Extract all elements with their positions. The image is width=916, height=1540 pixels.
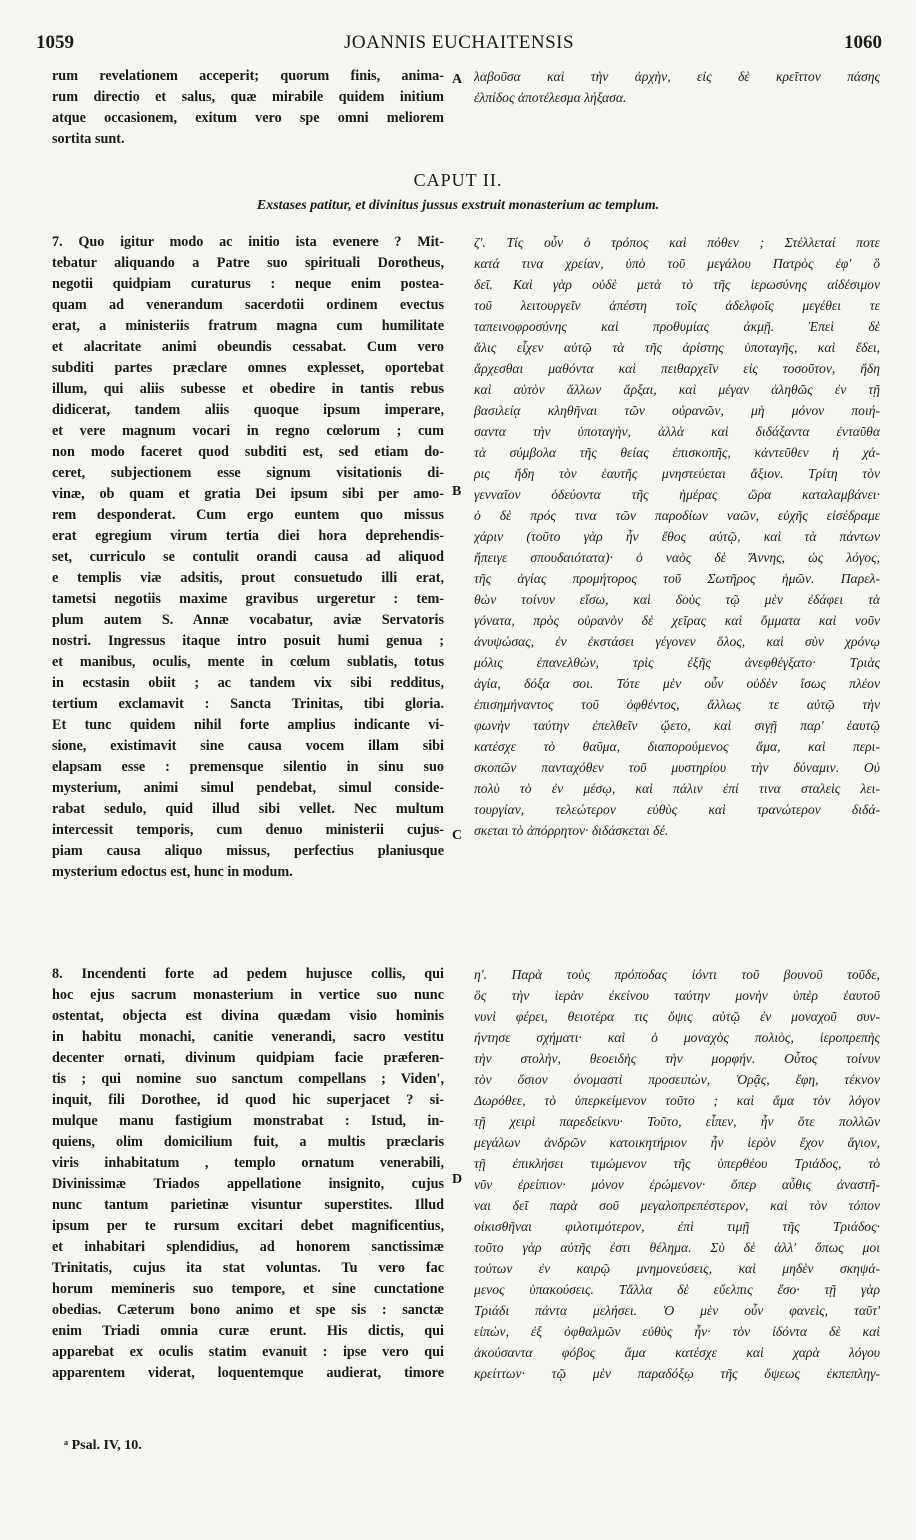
text-line: ὃς τὴν ἱερὰν ἐκείνου ταύτην μονὴν ὑπὲρ ἑαυτοῦ <box>474 988 880 1003</box>
text-line: tertium exclamavit : Sancta Trinitas, tibi gloria. <box>52 696 444 712</box>
text-line: μόλις ἐπανελθὼν, τρὶς ἐξῆς ἀνεφθέγξατο· Τριὰς <box>474 655 880 670</box>
text-line: sortita sunt. <box>52 131 125 147</box>
text-line: erat, a ministeriis fratrum magna cum humilitate <box>52 318 444 334</box>
greek-paragraph-7 <box>474 232 880 841</box>
text-line: mulque manu fastigium monstrabat : Istud, in- <box>52 1113 444 1129</box>
footnote: ᵃ Psal. IV, 10. <box>64 1438 142 1453</box>
text-line: δεῖ. Καὶ γὰρ οὐδὲ μετὰ τὸ τῆς ἱερωσύνης αἰδέσιμον <box>474 277 880 292</box>
text-line: τῇ χειρὶ παρεδείκνυ· Τοῦτο, εἶπεν, ἦν ὅτε πολλῶν <box>474 1114 880 1129</box>
text-line: et alacritate animi obeundis cessabat. Cum vero <box>52 339 444 355</box>
text-line: μενος ὑπακούσεις. Τἄλλα δὲ εὔελπις ἔσο· τῇ γὰρ <box>474 1282 880 1297</box>
text-line: rum revelationem acceperit; quorum finis, anima- <box>52 68 444 84</box>
text-line: γενναῖον ὁδεύοντα τῆς ἡμέρας ὥρα καταλαμβάνει· <box>474 487 880 502</box>
text-line: τουργίαν, τελεώτερον εὐθὺς καὶ τρανώτερον διδά- <box>474 802 880 817</box>
text-line: ἤπειγε σπουδαιότατα)· ὁ ναὸς δὲ Ἄννης, ὡς λόγος, <box>474 550 880 565</box>
text-line: mysterium, animi simul pendebat, simul conside- <box>52 780 444 796</box>
text-line: κατά τινα χρείαν, ὑπὸ τοῦ μεγάλου Πατρὸς ἐφ' ὃ <box>474 256 880 271</box>
text-line: hoc ejus sacrum monasterium in vertice suo nunc <box>52 987 444 1003</box>
text-line: κρείττων· τῷ μὲν παραδόξῳ τῆς ὄψεως ἐκπεπληγ- <box>474 1366 880 1381</box>
text-line: Et tunc quidem nihil forte amplius indicante vi- <box>52 717 444 733</box>
text-line: 7. Quo igitur modo ac initio ista evenere ? Mit- <box>52 234 444 250</box>
text-line: horum memineris suo tempore, et sine cunctatione <box>52 1281 444 1297</box>
text-line: 8. Incendenti forte ad pedem hujusce collis, qui <box>52 966 444 982</box>
text-line: rum directio et salus, quæ mirabile quidem initium <box>52 89 444 105</box>
text-line: τὸν ὅσιον ὀνομαστὶ προσειπὼν, Ὁρᾷς, ἔφη, τέκνον <box>474 1072 880 1087</box>
text-line: enim Triadi omnia curæ erunt. His dictis, qui <box>52 1323 444 1339</box>
text-line: κατέσχε τὸ θαῦμα, διαπορούμενος ἅμα, καὶ περι- <box>474 739 880 754</box>
text-line: e templis viæ adsitis, prout consuetudo illi erat, <box>52 570 444 586</box>
margin-marker-a: A <box>452 72 463 87</box>
text-line: obedias. Cæterum bono animo et spe sis : sanctæ <box>52 1302 444 1318</box>
text-line: intercessit temporis, cum denuo ministerii cujus- <box>52 822 444 838</box>
text-line: nunc tantum parietinæ visuntur superstites. Illud <box>52 1197 444 1213</box>
text-line: ὁ δὲ πρός τινα τῶν παροδίων ναῶν, εὐχῆς εἰσέδραμε <box>474 508 880 523</box>
text-line: λαβοῦσα καὶ τὴν ἀρχὴν, εἰς δὲ κρεῖττον πάσης <box>474 69 880 84</box>
text-line: τὴν στολὴν, θεοειδὴς τὴν μορφήν. Οὗτος τοίνυν <box>474 1051 880 1066</box>
text-line: νῦν ἐρείπιον· μόνον ἐρώμενον· ὅπερ αὖθις ἀναστῆ- <box>474 1177 880 1192</box>
text-line: apparentem viderat, loquentemque audierat, timore <box>52 1365 444 1381</box>
text-line: πολὺ τὸ ἐν μέσῳ, καὶ πάλιν ἐπί τινα σταλεὶς λει- <box>474 781 880 796</box>
text-line: ἀκούσαντα φόβος ἅμα κατέσχε καὶ χαρὰ λόγου <box>474 1345 880 1360</box>
running-title: JOANNIS EUCHAITENSIS <box>343 32 575 53</box>
text-line: βασιλείᾳ κληθῆναι τῶν οὐρανῶν, μὴ μόνον ποιή- <box>474 403 880 418</box>
text-line: apparebat ex oculis statim evanuit : ipse vero qui <box>52 1344 444 1360</box>
text-line: ipsum per te rursum excitari debet magnificentius, <box>52 1218 444 1234</box>
text-line: set, curriculo se contulit orandi causa ad aliquod <box>52 549 444 565</box>
text-line: Δωρόθεε, τὸ ὑπερκείμενον τοῦτο ; καὶ ἅμα τὸν λόγον <box>474 1093 880 1108</box>
text-line: ζ'. Τίς οὖν ὁ τρόπος καὶ πόθεν ; Στέλλεταί ποτε <box>474 235 880 250</box>
text-line: ἐπισημήναντος τοῦ ὀφθέντος, ἄλλως τε αὐτῷ τὴν <box>474 697 880 712</box>
chapter-summary: Exstases patitur, et divinitus jussus exstruit monasterium ac templum. <box>256 198 660 213</box>
text-line: σκοπῶν πανταχόθεν τοῦ μυστηρίου τὴν δύναμιν. Οὐ <box>474 760 880 775</box>
text-line: Trinitatis, cujus ita stat voluntas. Tu vero fac <box>52 1260 444 1276</box>
text-line: quiens, olim domicilium fuit, a multis præclaris <box>52 1134 444 1150</box>
text-line: subditi partes præclare omnes explesset, oportebat <box>52 360 444 376</box>
text-line: elapsam esse : premensque silentio in sinu suo <box>52 759 444 775</box>
text-line: η'. Παρὰ τοὺς πρόποδας ἰόντι τοῦ βουνοῦ τοῦδε, <box>474 967 880 982</box>
text-line: vinæ, ob quam et gratia Dei ipsum sibi per amo- <box>52 486 444 502</box>
text-line: καὶ αὐτὸν ἄλλων ἄρξαι, καὶ μέγαν ἀληθῶς ἐν τῇ <box>474 382 880 397</box>
text-line: τῆς ἁγίας προμήτορος τοῦ Σωτῆρος ἡμῶν. Παρελ- <box>474 571 880 586</box>
text-line: ἀνυψώσας, ἐν ἐκστάσει γέγονεν ὅλος, καὶ σὺν χρόνῳ <box>474 634 880 649</box>
text-line: inquit, fili Dorothee, id quod hic superjacet ? si- <box>52 1092 444 1108</box>
latin-paragraph-7 <box>52 232 444 883</box>
text-line: ἅλις εἶχεν αὐτῷ τὰ τῆς ἀρίστης ὑποταγῆς, καὶ ἔδει, <box>474 340 880 355</box>
text-line: σαντα τὴν ὑποταγὴν, ἀλλὰ καὶ διδάξαντα ἐνταῦθα <box>474 424 880 439</box>
greek-paragraph-8 <box>474 964 880 1384</box>
text-line: piam causa aliquo missus, perfectius planiusque <box>52 843 444 859</box>
text-line: nostri. Ingressus itaque intro posuit humi genua ; <box>52 633 444 649</box>
text-line: Divinissimæ Triados appellatione insignito, cujus <box>52 1176 444 1192</box>
text-line: τοῦτο γὰρ αὐτῆς ἐστι θέλημα. Σὺ δὲ ἀλλ' ὅπως μοι <box>474 1240 880 1255</box>
text-line: atque occasionem, exitum vero spe omni meliorem <box>52 110 444 126</box>
text-line: plum autem S. Annæ vocabatur, aviæ Servatoris <box>52 612 444 628</box>
text-line: τούτων ἐν καιρῷ μνημονεύσεις, καὶ μηδὲν σκηψά- <box>474 1261 880 1276</box>
page-number-left: 1059 <box>36 32 74 53</box>
text-line: sione, existimavit sine causa vocem illam sibi <box>52 738 444 754</box>
text-line: et inhabitari splendidius, ad honorem sanctissimæ <box>52 1239 444 1255</box>
text-line: et manibus, oculis, mente in cœlum sublatis, totus <box>52 654 444 670</box>
text-line: non modo faceret quod subditi est, sed etiam do- <box>52 444 444 460</box>
chapter-title: CAPUT II. <box>413 170 503 190</box>
text-line: σκεται τὸ ἀπόρρητον· διδάσκεται δέ. <box>474 823 669 838</box>
text-line: in habitu monachi, canitie venerandi, sacro vestitu <box>52 1029 444 1045</box>
text-line: ἁγία, δόξα σοι. Τότε μὲν οὖν οὐδὲν ἴσως πλέον <box>474 676 880 691</box>
text-line: rem desponderat. Cum ergo euntem quo missus <box>52 507 444 523</box>
text-line: ήντησε σχήματι· καὶ ὁ μοναχὸς πολιὸς, ἱεροπρεπὴς <box>474 1030 880 1045</box>
latin-paragraph-8 <box>52 964 444 1384</box>
text-line: Τριάδι πάντα μελήσει. Ὁ μὲν οὖν φανεὶς, ταῦτ' <box>474 1303 880 1318</box>
text-line: νυνὶ φέρει, θειοτέρα τις ὄψις αὐτῷ ἐν μοναχοῦ συν- <box>474 1009 880 1024</box>
text-line: ostentat, objecta est divina quædam visio hominis <box>52 1008 444 1024</box>
text-line: τοῦ λειτουργεῖν ἀπέστη τοῖς ἀδελφοῖς μεγέθει τε <box>474 298 880 313</box>
text-line: tebatur aliquando a Patre suo spirituali Dorotheus, <box>52 255 444 271</box>
text-line: τῇ ἐπικλήσει τιμώμενον τῆς ὑπερθέου Τριάδος, τὸ <box>474 1156 880 1171</box>
text-line: ceret, subjectionem esse signum visitationis di- <box>52 465 444 481</box>
text-line: ἄρχεσθαι μαθόντα καὶ πειθαρχεῖν εἰς τοσοῦτον, ἤδη <box>474 361 880 376</box>
text-line: tis ; qui nomine suo sanctum compellans ; Viden', <box>52 1071 444 1087</box>
text-line: in ecstasin obiit ; ac tandem vix sibi redditus, <box>52 675 444 691</box>
running-header <box>36 32 882 60</box>
text-line: erat egregium virum tertia diei hora deprehendis- <box>52 528 444 544</box>
latin-column-top <box>52 66 444 150</box>
text-line: illum, qui aliis subesse et obedire in tantis rebus <box>52 381 444 397</box>
text-line: εἰπὼν, ἐξ ὀφθαλμῶν εὐθὺς ἦν· τὸν ἰδόντα δὲ καὶ <box>474 1324 880 1339</box>
text-line: ρις ἤδη τὸν ἑαυτῆς μνηστεύεται ἄξιον. Τρίτη τὸν <box>474 466 880 481</box>
text-line: negotii quidpiam curaturus : neque enim postea- <box>52 276 444 292</box>
text-line: θὼν τοίνυν εἴσω, καὶ δοὺς τῷ μὲν ἐδάφει τὰ <box>474 592 880 607</box>
text-line: didicerat, tandem aliis quoque ipsum imperare, <box>52 402 444 418</box>
page-number-right: 1060 <box>844 32 882 53</box>
text-line: ταπεινοφροσύνης καὶ προθυμίας ἀκμῇ. Ἐπεὶ δὲ <box>474 319 880 334</box>
text-line: ἐλπίδος ἀποτέλεσμα λήξασα. <box>474 90 627 105</box>
text-line: decenter ornati, divinum quidpiam facie præferen- <box>52 1050 444 1066</box>
text-line: quam ad venerandum sacerdotii ordinem evectus <box>52 297 444 313</box>
text-line: et vere magnum vocari in regno cœlorum ; cum <box>52 423 444 439</box>
text-line: οἰκισθῆναι φιλοτιμότερον, ἐπὶ τιμῇ τῆς Τριάδος· <box>474 1219 880 1234</box>
text-line: rabat sedulo, quid illud sibi vellet. Nec multum <box>52 801 444 817</box>
text-line: τὰ σύμβολα τῆς θείας ἐπισκοπῆς, κἀντεῦθεν ἡ χά- <box>474 445 880 460</box>
text-line: φωνὴν ταύτην ἐπελθεῖν ᾤετο, καὶ σιγῇ παρ' ἑαυτῷ <box>474 718 880 733</box>
margin-marker-b: B <box>452 484 462 499</box>
text-line: μεγάλων ἀνδρῶν κατοικητήριον ἦν ἱερὸν ἔχον ἅγιον, <box>474 1135 880 1150</box>
margin-marker-d: D <box>452 1172 463 1187</box>
text-line: mysterium edoctus est, hunc in modum. <box>52 864 293 880</box>
text-line: tametsi negotiis maxime gravibus urgeretur : tem- <box>52 591 444 607</box>
greek-column-top <box>474 66 880 108</box>
text-line: γόνατα, πρὸς οὐρανὸν δὲ χεῖρας καὶ ὄμματα καὶ νοῦν <box>474 613 880 628</box>
text-line: χάριν (τοῦτο γὰρ ἦν ἔθος αὐτῷ, καὶ τὰ πάντων <box>474 529 880 544</box>
text-line: ναι δεῖ παρὰ σοῦ μεγαλοπρεπέστερον, καὶ τὸν τόπον <box>474 1198 880 1213</box>
text-line: viris inhabitatum , templo ornatum venerabili, <box>52 1155 444 1171</box>
margin-marker-c: C <box>452 828 463 843</box>
